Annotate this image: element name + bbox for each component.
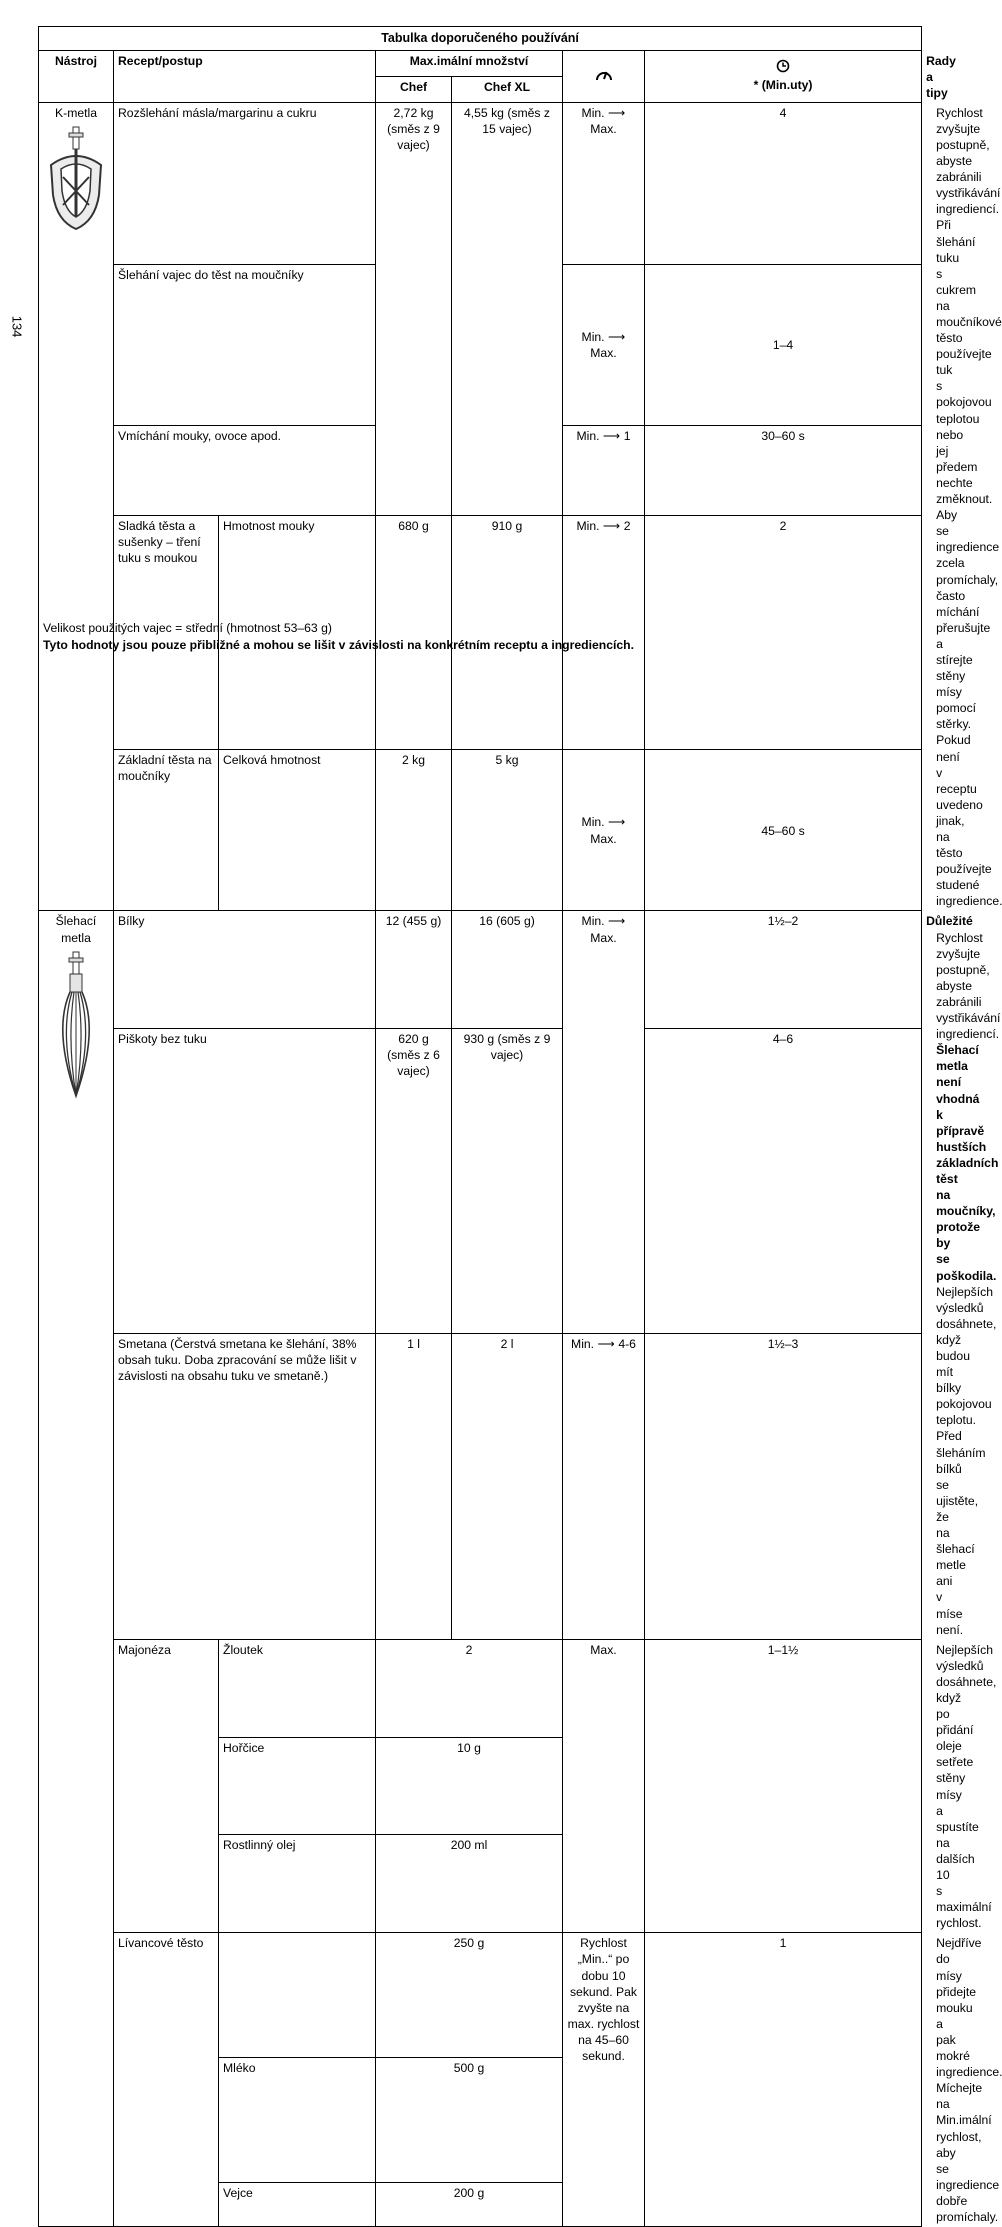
amount: 250 g xyxy=(376,1933,563,2058)
header-tool: Nástroj xyxy=(39,50,114,102)
amount-chef: 2 kg xyxy=(376,749,452,911)
ingredient: Hmotnost mouky xyxy=(219,516,376,750)
header-recipe: Recept/postup xyxy=(114,50,376,102)
tool-name: K-metla xyxy=(55,105,97,120)
ingredient: Rostlinný olej xyxy=(219,1835,376,1933)
recipe-eggs: Šlehání vajec do těst na moučníky xyxy=(114,264,376,426)
time: 45–60 s xyxy=(645,749,922,911)
recipe-sweet-dough: Sladká těsta a sušenky – tření tuku s moukou xyxy=(114,516,219,750)
amount-chef-xl: 930 g (směs z 9 vajec) xyxy=(452,1028,563,1333)
amount-chef: 680 g xyxy=(376,516,452,750)
time: 4 xyxy=(645,102,922,264)
ingredient: Vejce xyxy=(219,2183,376,2227)
amount-chef-xl: 5 kg xyxy=(452,749,563,911)
recipe-egg-whites: Bílky xyxy=(114,911,376,1028)
time: 2 xyxy=(645,516,922,750)
header-max-amount: Max.imální množství xyxy=(376,50,563,76)
amount-chef-xl: 4,55 kg (směs z 15 vajec) xyxy=(452,102,563,515)
ingredient: Celková hmotnost xyxy=(219,749,376,911)
time: 4–6 xyxy=(645,1028,922,1333)
time: 30–60 s xyxy=(645,426,922,516)
time: 1–4 xyxy=(645,264,922,426)
speed: Min. ⟶ Max. xyxy=(563,911,645,1334)
time-unit-label: * (Min.uty) xyxy=(753,77,813,92)
time: 1–1½ xyxy=(645,1639,922,1933)
tool-k-beater xyxy=(39,102,114,911)
speed: Min. ⟶ Max. xyxy=(563,264,645,426)
time: 1½–3 xyxy=(645,1334,922,1639)
recipe-basic-dough: Základní těsta na moučníky xyxy=(114,749,219,911)
speed: Rychlost „Min..“ po dobu 10 sekund. Pak zvyšte na max. rychlost na 45–60 sekund. xyxy=(563,1933,645,2227)
timer-icon xyxy=(776,59,790,73)
amount-chef: 12 (455 g) xyxy=(376,911,452,1028)
amount: 500 g xyxy=(376,2058,563,2183)
table-title: Tabulka doporučeného používání xyxy=(39,27,922,51)
ingredient: Žloutek xyxy=(219,1639,376,1737)
egg-size-note: Velikost použitých vajec = střední (hmotnost 53–63 g) xyxy=(43,621,332,635)
amount-chef: 620 g (směs z 6 vajec) xyxy=(376,1028,452,1333)
speed: Min. ⟶ Max. xyxy=(563,749,645,911)
tool-whisk xyxy=(39,911,114,2227)
header-chef-xl: Chef XL xyxy=(452,76,563,102)
ingredient: Mléko xyxy=(219,2058,376,2183)
speed: Min. ⟶ 1 xyxy=(563,426,645,516)
recipe-sponge: Piškoty bez tuku xyxy=(114,1028,376,1333)
header-time xyxy=(645,50,922,102)
time: 1 xyxy=(645,1933,922,2227)
recipe-butter-sugar: Rozšlehání másla/margarinu a cukru xyxy=(114,102,376,264)
page-number: 134 xyxy=(9,315,25,338)
speed: Max. xyxy=(563,1639,645,1933)
amount: 10 g xyxy=(376,1737,563,1835)
amount-chef-xl: 2 l xyxy=(452,1334,563,1639)
speed-gauge-icon xyxy=(595,68,613,82)
time: 1½–2 xyxy=(645,911,922,1028)
amount-chef-xl: 16 (605 g) xyxy=(452,911,563,1028)
whisk-icon xyxy=(53,950,99,1100)
tips-important-heading: Důležité xyxy=(926,914,973,929)
header-speed xyxy=(563,50,645,102)
header-chef: Chef xyxy=(376,76,452,102)
disclaimer-note: Tyto hodnoty jsou pouze přibližné a mohou se lišit v závislosti na konkrétním receptu a ingrediencích. xyxy=(43,637,634,652)
ingredient: Hořčice xyxy=(219,1737,376,1835)
speed: Min. ⟶ 4-6 xyxy=(563,1334,645,1639)
k-beater-icon xyxy=(45,125,107,235)
amount-chef-xl: 910 g xyxy=(452,516,563,750)
speed: Min. ⟶ Max. xyxy=(563,102,645,264)
recipe-flour-fruit: Vmíchání mouky, ovoce apod. xyxy=(114,426,376,516)
recommended-use-table: Tabulka doporučeného používání Nástroj Recept/postup Max.imální množství * (Min.uty) Rady a tipy Chef Chef XL K-metla Rozšlehání másla/margarinu a cukru 2,72 kg (směs z 9 vajec) 4,55 kg (směs z 15 vajec) Min. ⟶ Max. 4 Rychlost zvyšujte postupně, abyste zabránili vystřikávání ingrediencí. Při šlehání tuku s cukrem na moučníkové těsto používejte tuk s pokojovou teplotou nebo jej předem nechte změknout. Aby se ingredience zcela promíchaly, často míchání přerušujte a stírejte stěny mísy pomocí stěrky. Pokud není v receptu uvedeno jinak, na těsto používejte studené ingredience. Šlehání vajec do těst na moučníky Min. ⟶ Max. 1–4 Vmíchání mouky, ovoce apod. Min. ⟶ 1 30–60 s Sladká těsta a sušenky – tření tuku s moukou Hmotnost mouky 680 g 910 g Min. ⟶ 2 2 Základní těsta na moučníky Celková hmotnost 2 kg 5 kg Min. ⟶ Max. 45–60 s Šlehací metla Bílky 12 (455 g) 16 (605 g) Min. ⟶ Max. 1½–2 Důležité Rychlost zvyšujte postupně, abyste zabránili vystřikávání ingrediencí. Šlehací metla není vhodná k přípravě hustších základních těst na moučníky, protože by se poškodila. Nejlepších výsledků dosáhnete, když budou mít bílky pokojovou teplotu. Před šleháním bílků se ujistěte, že na šlehací metle ani v míse není. Piškoty bez tuku 620 g (směs z 6 vajec) 930 g (směs z 9 vajec) 4–6 Smetana (Čerstvá smetana ke šlehání, 38% obsah tuku. Doba zpracování se může lišit v závislosti na obsahu tuku ve smetaně.) 1 l 2 l Min. ⟶ 4-6 1½–3 Majonéza Žloutek 2 Max. 1–1½ Nejlepších výsledků dosáhnete, když po přidání oleje setřete stěny mísy a spustíte na dalších 10 s maximální rychlost. Hořčice 10 g Rostlinný olej 200 ml Lívancové těsto 250 g Rychlost „Min..“ po dobu 10 sekund. Pak zvyšte na max. rychlost na 45–60 sekund. 1 Nejdříve do mísy přidejte mouku a pak mokré ingredience. Míchejte na Min.imální rychlost, aby se ingredience dobře promíchaly. Mléko 500 g Vejce 200 g xyxy=(38,26,922,2227)
footnotes xyxy=(43,620,634,654)
amount: 200 g xyxy=(376,2183,563,2227)
amount: 200 ml xyxy=(376,1835,563,1933)
recipe-cream: Smetana (Čerstvá smetana ke šlehání, 38% obsah tuku. Doba zpracování se může lišit v závislosti na obsahu tuku ve smetaně.) xyxy=(114,1334,376,1639)
speed: Min. ⟶ 2 xyxy=(563,516,645,750)
tool-name: Šlehací metla xyxy=(55,914,97,945)
recipe-pancake: Lívancové těsto xyxy=(114,1933,219,2227)
recipe-mayonnaise: Majonéza xyxy=(114,1639,219,1933)
ingredient xyxy=(219,1933,376,2058)
amount-chef: 2,72 kg (směs z 9 vajec) xyxy=(376,102,452,515)
amount-chef: 1 l xyxy=(376,1334,452,1639)
amount: 2 xyxy=(376,1639,563,1737)
